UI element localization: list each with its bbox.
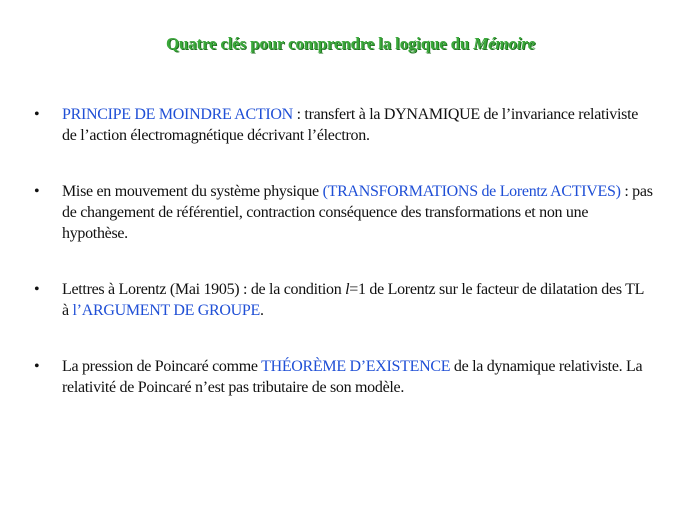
bullet-dot: • [34, 281, 40, 298]
bullet-item-4 [0, 356, 689, 398]
bullet-dot: • [34, 106, 40, 123]
bullet-dot: • [34, 358, 40, 375]
bullet-item-3 [0, 279, 689, 321]
bullet-text: Mise en mouvement du système physique [62, 183, 323, 200]
bullet-text: : pas de changement de référentiel, contraction conséquence des transformations et non une hypothèse. [62, 183, 653, 242]
title-text: Quatre clés pour comprendre la logique du [165, 34, 474, 53]
highlight-text: PRINCIPE DE MOINDRE ACTION [62, 106, 293, 123]
bullet-text: La pression de Poincaré comme [62, 358, 262, 375]
bullet-item-2 [0, 181, 689, 244]
bullet-text: . [260, 302, 264, 319]
slide-title [0, 34, 689, 54]
bullet-item-1 [0, 104, 689, 146]
bullet-text: : transfert à la DYNAMIQUE de l’invariance relativiste de l’action électromagnétique décrivant l’électron. [62, 106, 639, 144]
bullet-dot: • [34, 183, 40, 200]
highlight-text: THÉORÈME D’EXISTENCE [261, 358, 451, 375]
bullet-text: =1 de Lorentz sur le facteur de dilatation des TL à [62, 281, 644, 319]
title-italic: Mémoire [473, 34, 536, 53]
highlight-text: l’ARGUMENT DE GROUPE [72, 302, 261, 319]
highlight-text: (TRANSFORMATIONS de Lorentz ACTIVES) [322, 183, 621, 200]
variable-l: l [345, 281, 350, 298]
bullet-list [0, 104, 689, 433]
bullet-text: Lettres à Lorentz (Mai 1905) : de la condition [62, 281, 346, 298]
bullet-text: de la dynamique relativiste. La relativité de Poincaré n’est pas tributaire de son modèle. [62, 358, 643, 396]
